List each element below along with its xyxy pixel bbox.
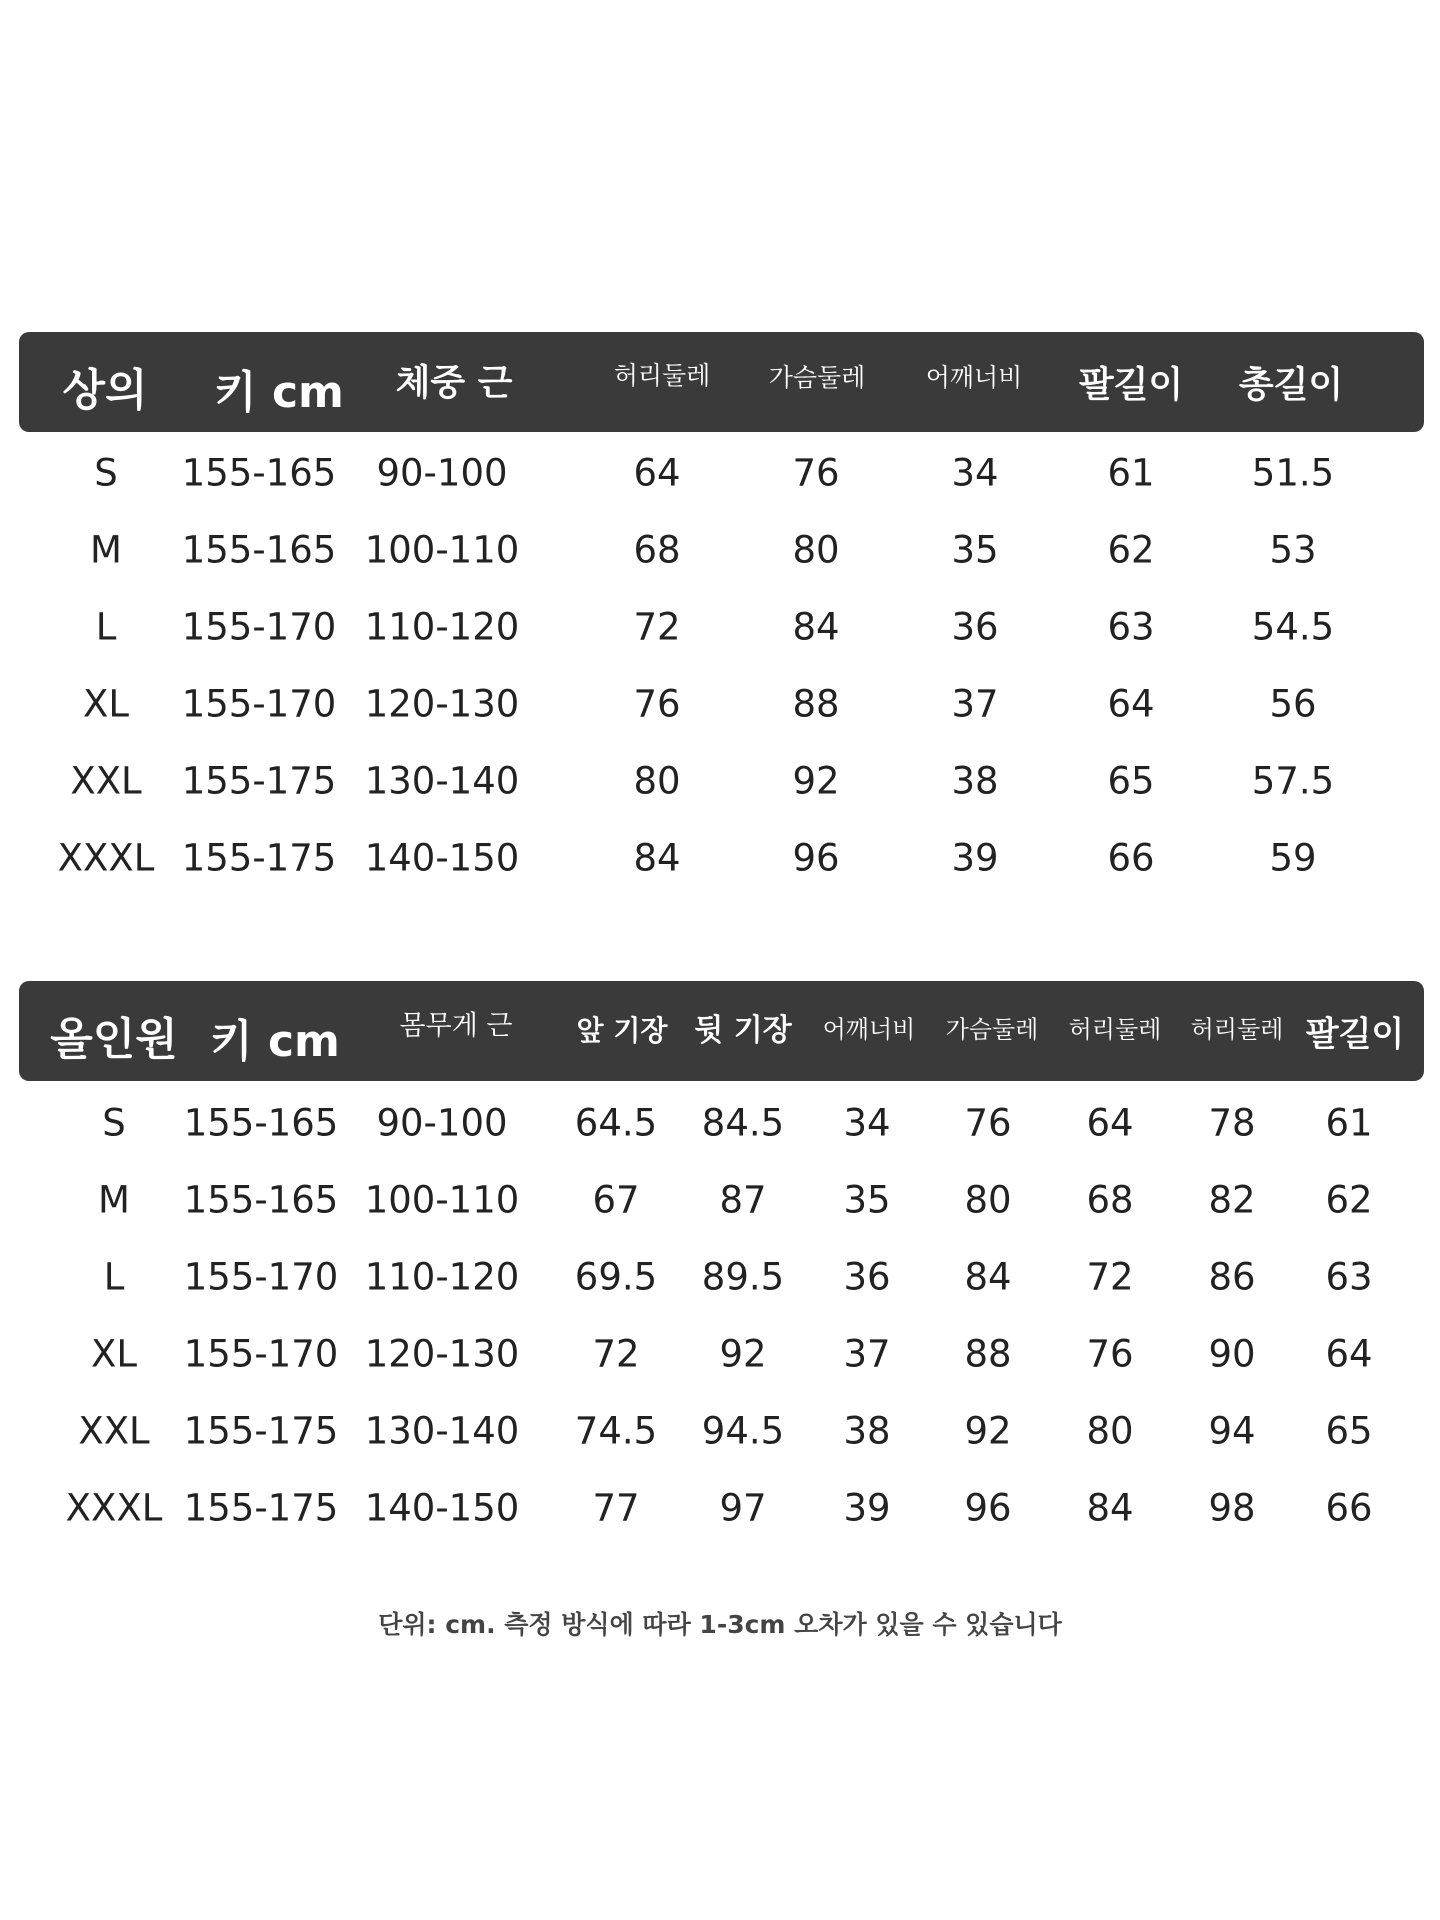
sleeve-cell: 62 <box>1107 528 1155 572</box>
sleeve-cell: 65 <box>1325 1409 1373 1453</box>
size-cell: L <box>103 1255 125 1299</box>
weight-cell: 120-130 <box>364 1332 520 1376</box>
size-cell: M <box>90 528 122 572</box>
sleeve-cell: 64 <box>1325 1332 1373 1376</box>
size-cell: XXL <box>70 759 142 803</box>
size-cell: M <box>98 1178 130 1222</box>
front-length-cell: 77 <box>592 1486 640 1530</box>
length-cell: 54.5 <box>1251 605 1335 649</box>
shoulder-cell: 39 <box>951 836 999 880</box>
table2-header-height: 키 cm <box>210 1016 340 1067</box>
size-cell: S <box>94 451 118 495</box>
table-row <box>0 520 1440 580</box>
shoulder-cell: 38 <box>843 1409 891 1453</box>
shoulder-cell: 37 <box>843 1332 891 1376</box>
shoulder-cell: 34 <box>951 451 999 495</box>
height-cell: 155-170 <box>183 1255 339 1299</box>
weight-cell: 110-120 <box>364 1255 520 1299</box>
table1-header-length: 총길이 <box>1238 364 1344 406</box>
height-cell: 155-175 <box>183 1486 339 1530</box>
table2-header-bar <box>19 981 1424 1081</box>
sleeve-cell: 62 <box>1325 1178 1373 1222</box>
waist-cell: 80 <box>1086 1409 1134 1453</box>
front-length-cell: 67 <box>592 1178 640 1222</box>
sleeve-cell: 63 <box>1325 1255 1373 1299</box>
table-row <box>0 1478 1440 1538</box>
sleeve-cell: 64 <box>1107 682 1155 726</box>
weight-cell: 110-120 <box>364 605 520 649</box>
size-cell: XL <box>83 682 129 726</box>
height-cell: 155-165 <box>181 528 337 572</box>
chest-cell: 96 <box>792 836 840 880</box>
table1-header-height: 키 cm <box>214 367 344 418</box>
back-length-cell: 84.5 <box>701 1101 785 1145</box>
chest-cell: 88 <box>964 1332 1012 1376</box>
table-row <box>0 674 1440 734</box>
table1-header-sleeve: 팔길이 <box>1078 364 1184 406</box>
back-length-cell: 89.5 <box>701 1255 785 1299</box>
back-length-cell: 92 <box>719 1332 767 1376</box>
back-length-cell: 87 <box>719 1178 767 1222</box>
shoulder-cell: 35 <box>843 1178 891 1222</box>
sleeve-cell: 61 <box>1325 1101 1373 1145</box>
table2-header-chest: 가슴둘레 <box>945 1015 1039 1044</box>
size-cell: XXL <box>78 1409 150 1453</box>
hip-cell: 78 <box>1208 1101 1256 1145</box>
front-length-cell: 69.5 <box>574 1255 658 1299</box>
shoulder-cell: 34 <box>843 1101 891 1145</box>
waist-cell: 84 <box>1086 1486 1134 1530</box>
waist-cell: 68 <box>633 528 681 572</box>
height-cell: 155-165 <box>183 1101 339 1145</box>
shoulder-cell: 37 <box>951 682 999 726</box>
height-cell: 155-175 <box>181 836 337 880</box>
height-cell: 155-170 <box>181 605 337 649</box>
weight-cell: 100-110 <box>364 528 520 572</box>
table-row <box>0 1247 1440 1307</box>
table-row <box>0 597 1440 657</box>
waist-cell: 72 <box>1086 1255 1134 1299</box>
length-cell: 57.5 <box>1251 759 1335 803</box>
chest-cell: 92 <box>964 1409 1012 1453</box>
waist-cell: 64 <box>1086 1101 1134 1145</box>
sleeve-cell: 65 <box>1107 759 1155 803</box>
sleeve-cell: 63 <box>1107 605 1155 649</box>
table2-header-front-length: 앞 기장 <box>576 1014 668 1047</box>
weight-cell: 90-100 <box>376 1101 508 1145</box>
shoulder-cell: 39 <box>843 1486 891 1530</box>
sleeve-cell: 61 <box>1107 451 1155 495</box>
weight-cell: 120-130 <box>364 682 520 726</box>
table2-header-hip: 허리둘레 <box>1190 1015 1284 1044</box>
length-cell: 53 <box>1269 528 1317 572</box>
waist-cell: 64 <box>633 451 681 495</box>
waist-cell: 80 <box>633 759 681 803</box>
weight-cell: 100-110 <box>364 1178 520 1222</box>
weight-cell: 90-100 <box>376 451 508 495</box>
back-length-cell: 97 <box>719 1486 767 1530</box>
size-cell: S <box>102 1101 126 1145</box>
height-cell: 155-170 <box>181 682 337 726</box>
waist-cell: 84 <box>633 836 681 880</box>
table-row <box>0 1401 1440 1461</box>
table1-header-weight: 체중 근 <box>395 362 513 404</box>
table2-header-back-length: 뒷 기장 <box>694 1013 792 1048</box>
height-cell: 155-170 <box>183 1332 339 1376</box>
waist-cell: 76 <box>633 682 681 726</box>
shoulder-cell: 36 <box>951 605 999 649</box>
table1-header-bar <box>19 332 1424 432</box>
table-row <box>0 1093 1440 1153</box>
chest-cell: 84 <box>964 1255 1012 1299</box>
hip-cell: 90 <box>1208 1332 1256 1376</box>
waist-cell: 72 <box>633 605 681 649</box>
front-length-cell: 64.5 <box>574 1101 658 1145</box>
shoulder-cell: 38 <box>951 759 999 803</box>
chest-cell: 84 <box>792 605 840 649</box>
table1-header-waist: 허리둘레 <box>613 361 711 390</box>
sleeve-cell: 66 <box>1107 836 1155 880</box>
sleeve-cell: 66 <box>1325 1486 1373 1530</box>
hip-cell: 86 <box>1208 1255 1256 1299</box>
chest-cell: 92 <box>792 759 840 803</box>
weight-cell: 140-150 <box>364 836 520 880</box>
height-cell: 155-165 <box>183 1178 339 1222</box>
length-cell: 51.5 <box>1251 451 1335 495</box>
table1-header-chest: 가슴둘레 <box>768 363 866 392</box>
chest-cell: 80 <box>792 528 840 572</box>
front-length-cell: 72 <box>592 1332 640 1376</box>
table-row <box>0 751 1440 811</box>
table2-header-sleeve: 팔길이 <box>1305 1014 1405 1055</box>
table-row <box>0 828 1440 888</box>
size-cell: L <box>95 605 117 649</box>
chest-cell: 96 <box>964 1486 1012 1530</box>
weight-cell: 130-140 <box>364 759 520 803</box>
chest-cell: 80 <box>964 1178 1012 1222</box>
size-cell: XL <box>91 1332 137 1376</box>
table-row <box>0 443 1440 503</box>
waist-cell: 76 <box>1086 1332 1134 1376</box>
chest-cell: 76 <box>964 1101 1012 1145</box>
hip-cell: 82 <box>1208 1178 1256 1222</box>
table-row <box>0 1170 1440 1230</box>
table2-header-jumpsuit: 올인원 <box>50 1014 178 1065</box>
weight-cell: 140-150 <box>364 1486 520 1530</box>
back-length-cell: 94.5 <box>701 1409 785 1453</box>
table2-header-shoulder: 어깨너비 <box>822 1015 916 1044</box>
height-cell: 155-165 <box>181 451 337 495</box>
table2-header-waist: 허리둘레 <box>1068 1015 1162 1044</box>
table2-header-weight: 몸무게 근 <box>399 1010 513 1042</box>
height-cell: 155-175 <box>181 759 337 803</box>
weight-cell: 130-140 <box>364 1409 520 1453</box>
size-cell: XXXL <box>57 836 155 880</box>
front-length-cell: 74.5 <box>574 1409 658 1453</box>
measurement-footnote: 단위: cm. 측정 방식에 따라 1-3cm 오차가 있을 수 있습니다 <box>378 1610 1062 1639</box>
length-cell: 56 <box>1269 682 1317 726</box>
table1-header-top: 상의 <box>62 365 148 416</box>
chest-cell: 88 <box>792 682 840 726</box>
shoulder-cell: 35 <box>951 528 999 572</box>
waist-cell: 68 <box>1086 1178 1134 1222</box>
height-cell: 155-175 <box>183 1409 339 1453</box>
table1-header-shoulder: 어깨너비 <box>925 363 1023 392</box>
hip-cell: 98 <box>1208 1486 1256 1530</box>
shoulder-cell: 36 <box>843 1255 891 1299</box>
hip-cell: 94 <box>1208 1409 1256 1453</box>
length-cell: 59 <box>1269 836 1317 880</box>
table-row <box>0 1324 1440 1384</box>
size-cell: XXXL <box>65 1486 163 1530</box>
chest-cell: 76 <box>792 451 840 495</box>
